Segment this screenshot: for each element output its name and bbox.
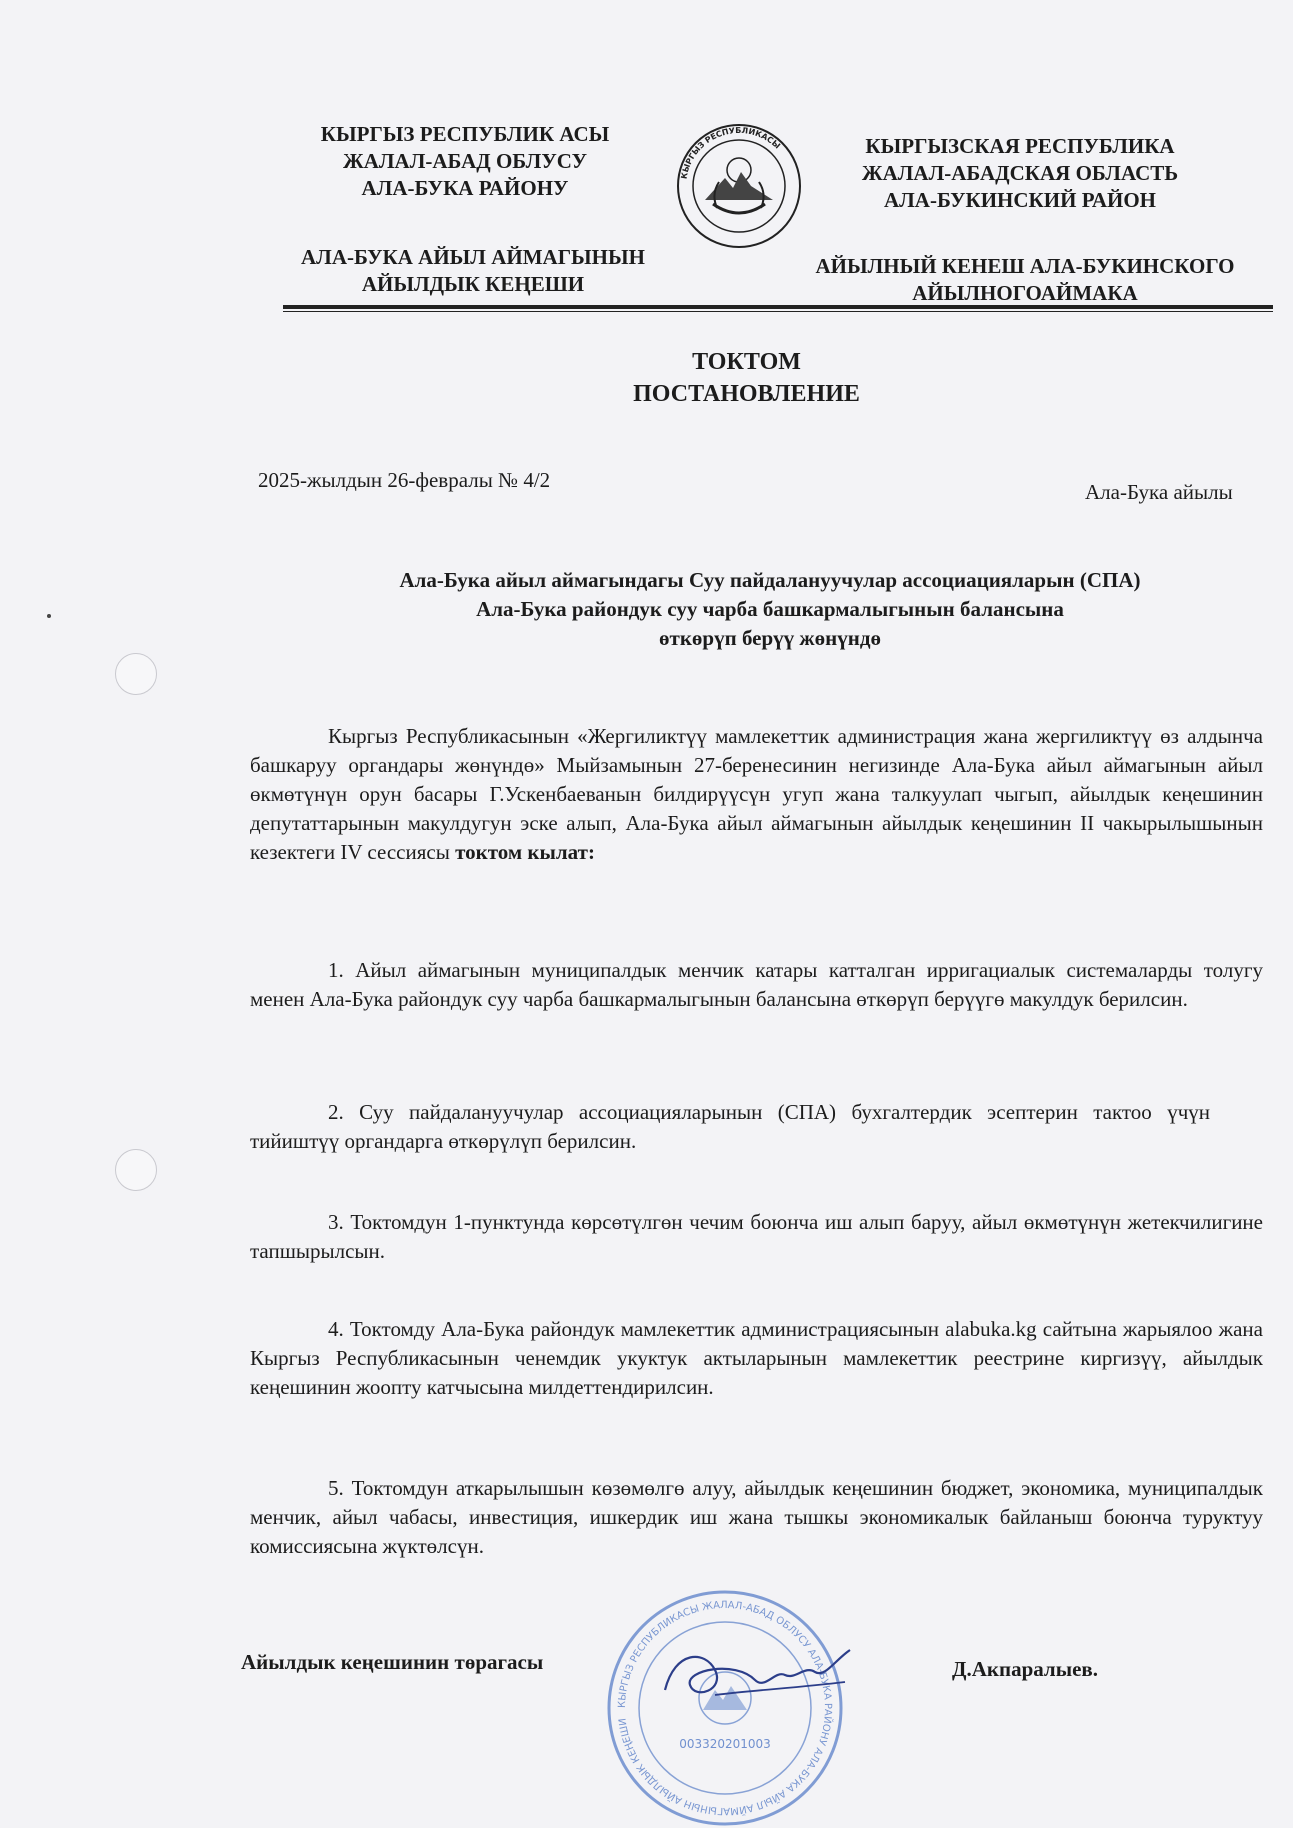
stamp-code: 003320201003: [679, 1737, 771, 1751]
subject-line-1: Ала-Бука айыл аймагындагы Суу пайдалануучулар ассоциацияларын (СПА): [399, 568, 1141, 592]
subject-line-2: Ала-Бука райондук суу чарба башкармалыгынын балансына: [476, 597, 1064, 621]
signatory-name: Д.Акпаралыев.: [952, 1657, 1099, 1681]
item-3: [250, 1208, 1263, 1266]
header-left-line-1: КЫРГЫЗ РЕСПУБЛИК АСЫ: [320, 122, 610, 146]
header-right-line-1: КЫРГЫЗСКАЯ РЕСПУБЛИКА: [865, 134, 1175, 158]
document-place: Ала-Бука айылы: [1085, 480, 1233, 504]
speck: [47, 614, 51, 618]
header-left: [300, 121, 630, 202]
punch-hole-bottom: [115, 1149, 157, 1191]
subject-line-3: өткөрүп берүү жөнүндө: [659, 626, 881, 650]
item-2-text: 2. Суу пайдалануучулар ассоциацияларынын (СПА) бухгалтердик эсептерин тактоо үчүн тийиштүү органдарга өткөрүлүп берилсин.: [250, 1100, 1210, 1153]
item-4-text: 4. Токтомду Ала-Бука райондук мамлекеттик администрациясынын alabuka.kg сайтына жарыялоо жана Кыргыз Республикасынын ченемдик укуктук актыларынын мамлекеттик реестрине киргизүү, айылдык кеңешинин жоопту катчысына милдеттендирилсин.: [250, 1317, 1263, 1399]
header-right-line-2: ЖАЛАЛ-АБАДСКАЯ ОБЛАСТЬ: [861, 161, 1179, 185]
item-4: [250, 1315, 1263, 1402]
item-1-text: 1. Айыл аймагынын муниципалдык менчик катары катталган ирригациалык системаларды толугу менен Ала-Бука райондук суу чарба башкармалыгынын балансына өткөрүп берүүгө макулдук берилсин.: [250, 958, 1263, 1011]
item-5: [250, 1474, 1263, 1561]
preamble-resolution: токтом кылат:: [455, 840, 595, 864]
item-5-text: 5. Токтомдун аткарылышын көзөмөлгө алуу, айылдык кеңешинин бюджет, экономика, муниципалдык менчик, айыл чабасы, инвестиция, ишкердик иш жана тышкы экономикалык байланыш боюнча туруктуу комиссиясына жүктөлсүн.: [250, 1476, 1263, 1558]
header-divider-thin: [283, 311, 1273, 312]
header-right-line-3: АЛА-БУКИНСКИЙ РАЙОН: [883, 188, 1157, 212]
item-2: [250, 1098, 1210, 1156]
signatory-role: Айылдык кеңешинин төрагасы: [241, 1650, 544, 1674]
preamble-paragraph: [250, 722, 1263, 867]
emblem-ring-text: КЫРГЫЗ РЕСПУБЛИКАСЫ: [679, 125, 782, 180]
council-left-line-2: АЙЫЛДЫК КЕҢЕШИ: [361, 272, 585, 296]
punch-hole-top: [115, 653, 157, 695]
title-russian: ПОСТАНОВЛЕНИЕ: [633, 381, 860, 407]
council-left-line-1: АЛА-БУКА АЙЫЛ АЙМАГЫНЫН: [301, 245, 645, 269]
header-divider: [283, 305, 1273, 309]
item-3-text: 3. Токтомдун 1-пунктунда көрсөтүлгөн чечим боюнча иш алып баруу, айыл өкмөтүнүн жетекчилигине тапшырылсын.: [250, 1210, 1263, 1263]
council-right-line-2: АЙЫЛНОГОАЙМАКА: [912, 281, 1138, 305]
item-1: [250, 956, 1263, 1014]
preamble-text: Кыргыз Республикасынын «Жергиликтүү мамлекеттик администрация жана жергиликтүү өз алдынча башкаруу органдары жөнүндө» Мыйзамынын 27-беренесинин негизинде Ала-Бука айыл аймагынын айыл өкмөтүнүн орун басары Г.Ускенбаеванын билдирүүсүн угуп жана талкуулап чыгып, айылдык кеңешинин депутаттарынын макулдугун эске алып, Ала-Бука айыл аймагынын айылдык кеңешинин II чакырылышынын кезектеги IV сессиясы: [250, 724, 1263, 864]
stamp-ring-text: КЫРГЫЗ РЕСПУБЛИКАСЫ ЖАЛАЛ-АБАД ОБЛУСУ АЛА-БУКА РАЙОНУ АЛА-БУКА АЙЫЛ АЙМАГЫНЫН АЙЫЛДЫК КЕҢЕШИ: [616, 1599, 834, 1817]
state-emblem-icon: [675, 122, 803, 250]
header-left-line-3: АЛА-БУКА РАЙОНУ: [361, 176, 569, 200]
title-kyrgyz: ТОКТОМ: [692, 349, 801, 375]
council-right-line-1: АЙЫЛНЫЙ КЕНЕШ АЛА-БУКИНСКОГО: [815, 254, 1235, 278]
handwritten-signature: [655, 1630, 865, 1720]
council-right: [790, 253, 1260, 307]
header-right: [840, 133, 1200, 214]
header-left-line-2: ЖАЛАЛ-АБАД ОБЛУСУ: [342, 149, 588, 173]
council-left: [283, 244, 663, 298]
document-date: 2025-жылдын 26-февралы № 4/2: [258, 468, 551, 492]
